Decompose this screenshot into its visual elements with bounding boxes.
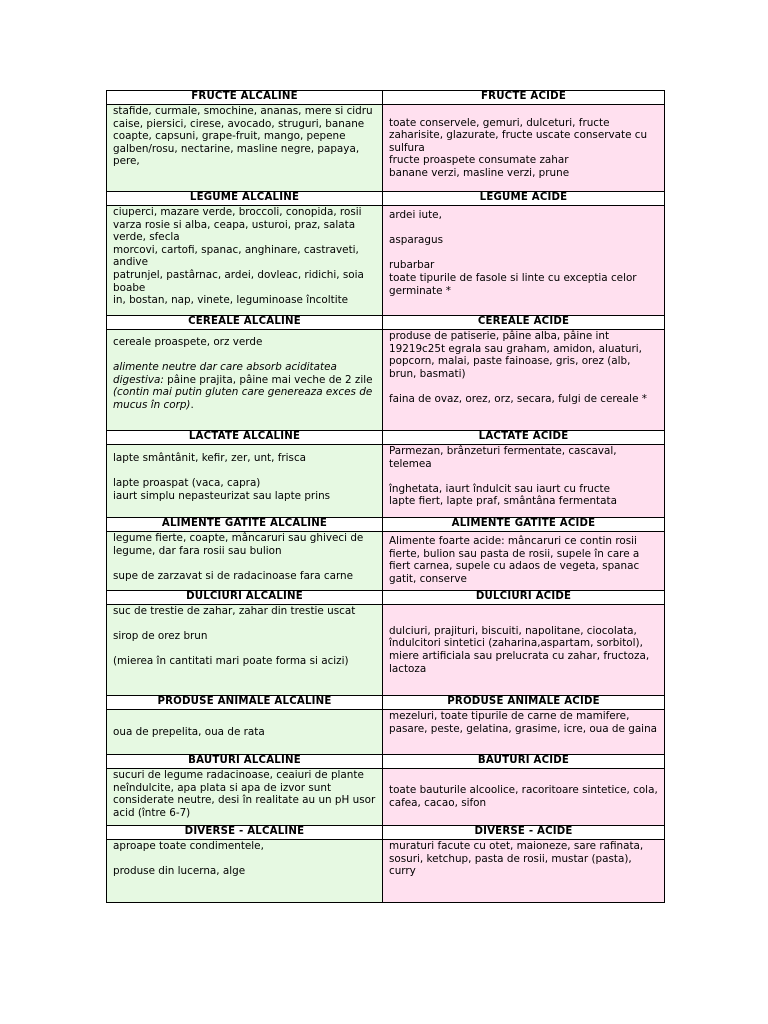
cell-text: Alimente foarte acide: mâncaruri ce contin rosii fierte, bulion sau pasta de rosii, supele în care a fiert carnea, supele cu adaos de vegeta, spanac gatit, conserve: [389, 535, 643, 585]
acid-cell: [383, 769, 665, 826]
cell-text: patrunjel, pastârnac, ardei, dovleac, ridichi, soia boabe: [113, 268, 368, 294]
cell-text: morcovi, cartofi, spanac, anghinare, castraveti, andive: [113, 243, 363, 269]
cell-text: supe de zarzavat si de radacinoase fara carne: [113, 569, 354, 582]
alkaline-cell: [107, 710, 383, 755]
cell-text: pâine prajita, pâine mai veche de 2 zile: [163, 373, 376, 386]
alkaline-cell: [107, 840, 383, 903]
section-header-animal-products: [107, 696, 665, 710]
alkaline-cell: [107, 206, 383, 316]
acid-cell: [383, 330, 665, 431]
acid-cell: [383, 105, 665, 192]
alkaline-acid-food-table: [106, 90, 665, 903]
acid-cell: [383, 840, 665, 903]
header-acid: FRUCTE ACIDE: [383, 91, 665, 105]
section-header-sweets: [107, 591, 665, 605]
cell-text: ardei iute,: [389, 209, 442, 221]
alkaline-cell: [107, 105, 383, 192]
header-alkaline: BÂUTURI ALCALINE: [107, 755, 383, 769]
section-header-miscellaneous: [107, 826, 665, 840]
cell-text: [113, 361, 378, 411]
alkaline-cell: [107, 605, 383, 696]
section-header-drinks: [107, 755, 665, 769]
acid-cell: [383, 206, 665, 316]
cell-text: lapte proaspat (vaca, capra): [113, 477, 261, 490]
cell-text: stafide, curmale, smochine, ananas, mere si cidru: [113, 105, 373, 117]
cell-text: ciuperci, mazare verde, broccoli, conopida, rosii varza rosie si alba, ceapa, usturoi, praz, salata verde, sfecla: [113, 206, 365, 244]
section-row-cereals: [107, 330, 665, 431]
section-row-dairy: [107, 445, 665, 518]
cell-text: asparagus: [389, 234, 443, 247]
cell-text: faina de ovaz, orez, orz, secara, fulgi de cereale *: [389, 392, 647, 405]
header-alkaline: LEGUME ALCALINE: [107, 192, 383, 206]
header-acid: ALIMENTE GÂTITE ACIDE: [383, 518, 665, 532]
cell-text: lapte smântânit, kefir, zer, unt, frisca: [113, 452, 307, 464]
header-alkaline: CEREALE ALCALINE: [107, 316, 383, 330]
cell-text: aproape toate condimentele,: [113, 840, 264, 852]
alkaline-cell: [107, 769, 383, 826]
cell-text: muraturi facute cu otet, maioneze, sare rafinata, sosuri, ketchup, pasta de rosii, mustar (pasta), curry: [389, 840, 647, 878]
cell-text: (mierea în cantitati mari poate forma si acizi): [113, 655, 349, 668]
acid-cell: [383, 710, 665, 755]
header-acid: PRODUSE ANIMALE ACIDE: [383, 696, 665, 710]
section-header-cereals: [107, 316, 665, 330]
alkaline-cell: [107, 330, 383, 431]
section-row-fruits: [107, 105, 665, 192]
section-header-vegetables: [107, 192, 665, 206]
cell-text: suc de trestie de zahar, zahar din trestie uscat: [113, 605, 356, 617]
header-acid: DIVERSE - ACIDE: [383, 826, 665, 840]
cell-text: cereale proaspete, orz verde: [113, 336, 263, 348]
header-alkaline: DULCIURI ALCALINE: [107, 591, 383, 605]
acid-cell: [383, 532, 665, 591]
cell-text: produse din lucerna, alge: [113, 865, 246, 878]
header-alkaline: PRODUSE ANIMALE ALCALINE: [107, 696, 383, 710]
cell-text: in, bostan, nap, vinete, leguminoase încoltite: [113, 294, 349, 307]
header-alkaline: FRUCTE ALCALINE: [107, 91, 383, 105]
cell-text: toate bauturile alcoolice, racoritoare sintetice, cola, cafea, cacao, sifon: [389, 784, 662, 809]
italic-text: alimente neutre dar care absorb aciditatea digestiva:: [113, 361, 341, 386]
cell-text: toate conservele, gemuri, dulceturi, fructe zaharisite, glazurate, fructe uscate conservate cu sulfura: [389, 116, 651, 154]
section-row-animal-products: [107, 710, 665, 755]
cell-text: sucuri de legume radacinoase, ceaiuri de plante neîndulcite, apa plata si apa de izvor sunt considerate neutre, desi în realitate au un pH usor acid (între 6-7): [113, 769, 379, 819]
header-acid: LACTATE ACIDE: [383, 431, 665, 445]
section-row-sweets: [107, 605, 665, 696]
header-acid: LEGUME ACIDE: [383, 192, 665, 206]
section-header-fruits: [107, 91, 665, 105]
cell-text: oua de prepelita, oua de rata: [113, 725, 265, 738]
alkaline-cell: [107, 532, 383, 591]
header-acid: BÂUTURI ACIDE: [383, 755, 665, 769]
cell-text: înghetata, iaurt îndulcit sau iaurt cu fructe: [389, 482, 610, 495]
header-alkaline: DIVERSE - ALCALINE: [107, 826, 383, 840]
cell-text: sirop de orez brun: [113, 630, 208, 643]
cell-text: rubarbar: [389, 259, 435, 272]
cell-text: banane verzi, masline verzi, prune: [389, 166, 570, 179]
cell-text: .: [190, 398, 194, 411]
section-header-dairy: [107, 431, 665, 445]
header-acid: CEREALE ACIDE: [383, 316, 665, 330]
cell-text: legume fierte, coapte, mâncaruri sau ghiveci de legume, dar fara rosii sau bulion: [113, 532, 367, 557]
section-row-drinks: [107, 769, 665, 826]
cell-text: caise, piersici, cirese, avocado, struguri, banane coapte, capsuni, grape-fruit, mango, pepene galben/rosu, nectarine, masline negre, papaya, pere,: [113, 117, 368, 168]
cell-text: lapte fiert, lapte praf, smântâna fermentata: [389, 495, 617, 508]
cell-text: produse de patiserie, pâine alba, pâine int 19219c25t egrala sau graham, amidon, aluaturi, popcorn, malai, paste fainoase, gris, orez (alb, brun, basmati): [389, 330, 646, 380]
acid-cell: [383, 605, 665, 696]
header-alkaline: ALIMENTE GÂTITE ALCALINE: [107, 518, 383, 532]
header-acid: DULCIURI ACIDE: [383, 591, 665, 605]
section-row-vegetables: [107, 206, 665, 316]
alkaline-cell: [107, 445, 383, 518]
section-row-cooked: [107, 532, 665, 591]
cell-text: toate tipurile de fasole si linte cu exceptia celor germinate *: [389, 271, 640, 297]
cell-text: Parmezan, brânzeturi fermentate, cascaval, telemea: [389, 445, 620, 470]
cell-text: fructe proaspete consumate zahar: [389, 154, 569, 167]
section-row-miscellaneous: [107, 840, 665, 903]
header-alkaline: LACTATE ALCALINE: [107, 431, 383, 445]
italic-text: (contin mai putin gluten care genereaza exces de mucus în corp): [113, 386, 376, 411]
cell-text: iaurt simplu nepasteurizat sau lapte prins: [113, 489, 331, 502]
section-header-cooked: [107, 518, 665, 532]
acid-cell: [383, 445, 665, 518]
cell-text: mezeluri, toate tipurile de carne de mamifere, pasare, peste, gelatina, grasime, icre, oua de gaina: [389, 710, 658, 735]
cell-text: dulciuri, prajituri, biscuiti, napolitane, ciocolata, îndulcitori sintetici (zaharina,aspartam, sorbitol), miere artificiala sau prelucrata cu zahar, fructoza, lactoza: [389, 624, 653, 675]
